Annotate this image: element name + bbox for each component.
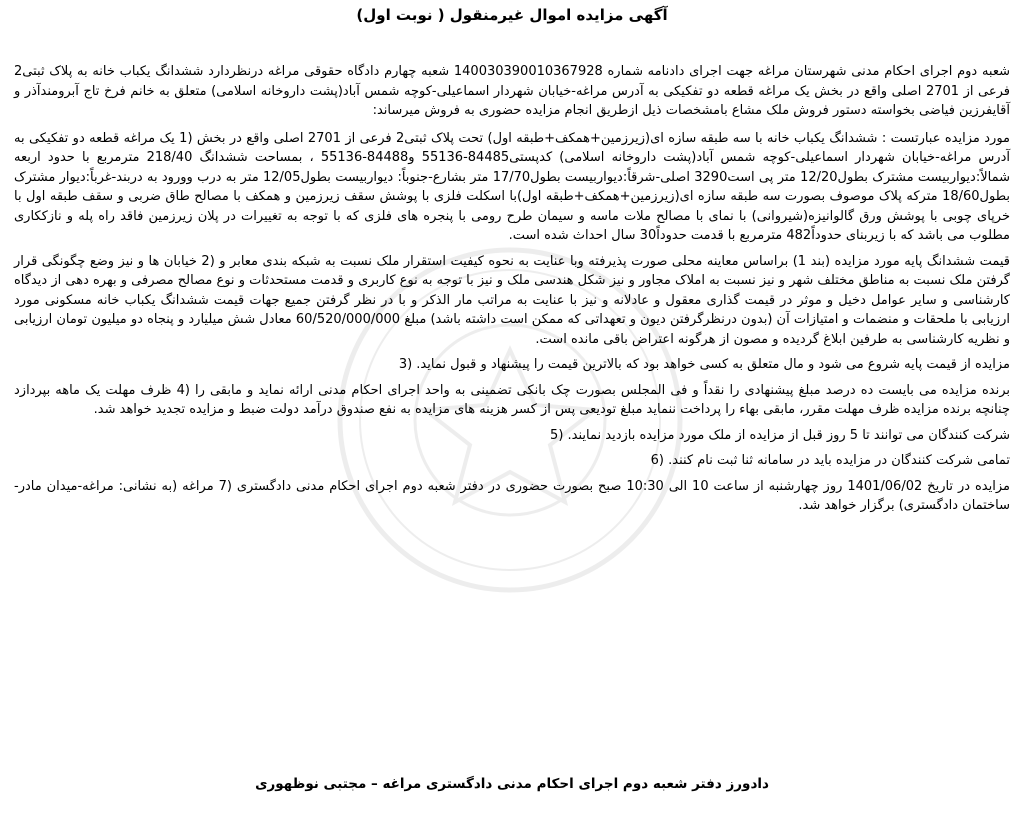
clause-6: تمامی شرکت کنندگان در مزایده باید در سامانه ثنا ثبت نام کنند. (6: [650, 453, 1010, 468]
clause-7: مزایده در تاریخ 1401/06/02 روز چهارشنبه از ساعت 10 الی 10:30 صبح بصورت حضوری در دفتر شعبه دوم اجرای احکام مدنی دادگستری (7 مراغه (به نشانی: مراغه-میدان مادر-ساختمان دادگستری) برگزار خواهد شد.: [14, 478, 1010, 513]
notice-title: آگهی مزایده اموال غیرمنقول ( نوبت اول): [356, 6, 668, 24]
intro-paragraph: شعبه دوم اجرای احکام مدنی شهرستان مراغه جهت اجرای دادنامه شماره 140030390010367928 شعبه چهارم دادگاه حقوقی مراغه درنظردارد ششدانگ یکباب خانه به پلاک ثبتی2 فرعی از 2701 اصلی واقع در بخش یک مراغه قطعه دو تفکیکی به آدرس مراغه-خیابان شهردار اسماعیلی-کوچه شمس آباد(پشت داروخانه اسلامی) متعلق به خانم فرخ تاج آبرومندآذر و آقایفرزین فیاضی بخواسته دستور فروش ملک مشاع بامشخصات ذیل ازطریق انجام مزایده حضوری به فروش میرساند:: [14, 64, 1010, 118]
clause-5: شرکت کنندگان می توانند تا 5 روز قبل از مزایده از ملک مورد مزایده بازدید نمایند. (5: [550, 427, 1010, 443]
clause-4: برنده مزایده می بایست ده درصد مبلغ پیشنهادی را نقداً و فی المجلس بصورت چک بانکی تضمینی به واحد اجرای احکام مدنی ارائه نماید و مابقی را (4 ظرف مهلت یک ماهه بپردازد چنانچه برنده مزایده ظرف مهلت مقرر، مابقی بهاء را پرداخت ننماید مبلغ تودیعی پس از کسر هزینه های مزایده به نفع صندوق درآمد دولت ضبط و مزایده تجدید خواهد شد.: [14, 382, 1010, 417]
notice-body: [14, 62, 1010, 522]
clause-3: مزایده از قیمت پایه شروع می شود و مال متعلق به کسی خواهد بود که بالاترین قیمت را پیشنهاد و قبول نماید. (3: [398, 357, 1010, 372]
signature-line: دادورز دفتر شعبه دوم اجرای احکام مدنی دادگستری مراغه – مجتبی نوظهوری: [255, 776, 769, 792]
clause-2: قیمت ششدانگ پایه مورد مزایده (بند 1) براساس معاینه محلی صورت پذیرفته وبا عنایت به نحوه کیفیت استقرار ملک نسبت به شبکه بندی معابر و (2 خیابان ها و نیز وضع چگونگی قرار گرفتن ملک نسبت به مناطق مختلف شهر و نیز نسبت به املاک مجاور و نیز شکل هندسی ملک و نیز با توجه به نوع کاربری و قدمت مستحدثات و نوع مصالح مصرفی و بهره دهی از دیدگاه کارشناسی و سایر عوامل دخیل و موثر در قیمت گذاری معقول و عادلانه و نیز با عنایت به مراتب مار الذکر و با در نظر گرفتن جمیع جهات قیمت ششدانگ یکباب خانه مسکونی مورد ارزیابی با ملحقات و منضمات و امتیازات آن (بدون درنظرگرفتن دیون و تعهداتی که ممکن است داشته باشد) مبلغ 60/520/000/000 معادل شش میلیارد و پنجاه دو میلیون تومان ارزیابی و نظریه کارشناسی به طرفین ابلاغ گردیده و مصون از هرگونه اعتراض باقی مانده است.: [14, 253, 1010, 347]
clause-1: مورد مزایده عبارتست : ششدانگ یکباب خانه با سه طبقه سازه ای(زیرزمین+همکف+طبقه اول) تحت پلاک ثبتی2 فرعی از 2701 اصلی واقع در بخش (1 یک مراغه قطعه دو تفکیکی به آدرس مراغه-خیابان شهردار اسماعیلی-کوچه شمس آباد(پشت داروخانه اسلامی) کدپستی84485-55136 و84488-55136 ، بمساحت ششدانگ 218/40 مترمربع با حدود اربعه شمالاً:دیواربیست مشترک بطول12/20 متر پی است3290 اصلی-شرقاً:دیواربیست بطول17/70 متر بشارع-جنوباً: دیواربیست بطول12/05 متر به درب وورود به دربند-غرباً:دیوار مشترک بطول18/60 مترکه پلاک موصوف بصورت سه طبقه سازه ای(زیرزمین+همکف+طبقه اول)با اسکلت فلزی با پوشش سقف زیرزمین و همکف با مصالح طاق ضربی و سقف طبقه اول با خرپای چوبی با پوشش ورق گالوانیزه(شیروانی) با نمای با مصالح ملات ماسه و سیمان طرح رومی با پنجره های فلزی که با توجه به تغییرات در پلان زیرزمین فاقد راه پله و نازککاری مطلوب می باشد که با زیربنای حدوداً482 مترمربع با قدمت حدوداً30 سال احداث شده است.: [14, 130, 1010, 243]
